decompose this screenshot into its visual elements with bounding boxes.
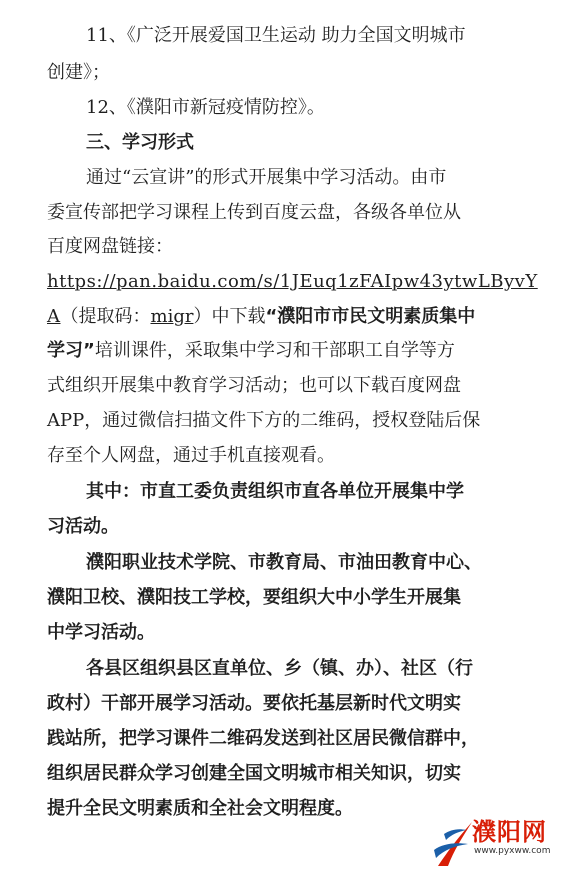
extraction-code: migr <box>150 306 194 327</box>
list-item-12: 12、《濮阳市新冠疫情防控》。 <box>86 97 325 118</box>
list-item-11-line2: 创建》； <box>47 62 110 83</box>
paragraph-line: 组织居民群众学习创建全国文明城市相关知识，切实 <box>47 763 461 784</box>
code-suffix: ）中下载 <box>193 306 266 327</box>
paragraph-line: 政村）干部开展学习活动。要依托基层新时代文明实 <box>47 693 461 714</box>
paragraph-line <box>0 339 565 363</box>
paragraph-line: 存至个人网盘，通过手机直接观看。 <box>47 445 335 466</box>
paragraph-line: 中学习活动。 <box>47 622 155 643</box>
paragraph-line: 濮阳职业技术学院、市教育局、市油田教育中心、 <box>86 552 482 573</box>
swoosh-logo-icon <box>432 814 476 870</box>
baidu-link-line <box>0 270 565 294</box>
watermark-url[interactable]: www.pyxww.com <box>474 846 551 856</box>
paragraph-line: 习活动。 <box>47 516 119 537</box>
paragraph-line: 百度网盘链接： <box>47 236 173 257</box>
site-watermark <box>432 812 557 872</box>
watermark-name: 濮阳网 <box>472 818 547 846</box>
paragraph-line: 践站所，把学习课件二维码发送到社区居民微信群中， <box>47 728 479 749</box>
paragraph-line: 委宣传部把学习课程上传到百度云盘，各级各单位从 <box>47 202 461 223</box>
paragraph-text: 培训课件，采取集中学习和干部职工自学等方 <box>94 340 455 361</box>
paragraph-line: 各县区组织县区直单位、乡（镇、办）、社区（行 <box>86 658 473 679</box>
paragraph-line: 其中：市直工委负责组织市直各单位开展集中学 <box>86 481 464 502</box>
course-title-part1: “濮阳市市民文明素质集中 <box>265 306 476 327</box>
paragraph-line: 濮阳卫校、濮阳技工学校，要组织大中小学生开展集 <box>47 587 461 608</box>
baidu-pan-link-end[interactable]: A <box>47 306 61 327</box>
paragraph-line: 提升全民文明素质和全社会文明程度。 <box>47 798 353 819</box>
paragraph-line: 式组织开展集中教育学习活动；也可以下载百度网盘 <box>47 375 461 396</box>
section-heading: 三、学习形式 <box>86 132 194 153</box>
list-item-11-line1: 11、《广泛开展爱国卫生运动 助力全国文明城市 <box>86 25 466 46</box>
paragraph-line: 通过“云宣讲”的形式开展集中学习活动。由市 <box>86 167 447 188</box>
course-title-part2: 学习” <box>47 340 95 361</box>
paragraph-line <box>0 305 565 329</box>
baidu-pan-link[interactable]: https://pan.baidu.com/s/1JEuq1zFAIpw43ytwLByvY <box>47 271 538 292</box>
paragraph-line: APP，通过微信扫描文件下方的二维码，授权登陆后保 <box>47 410 481 431</box>
code-prefix: （提取码： <box>60 306 151 327</box>
